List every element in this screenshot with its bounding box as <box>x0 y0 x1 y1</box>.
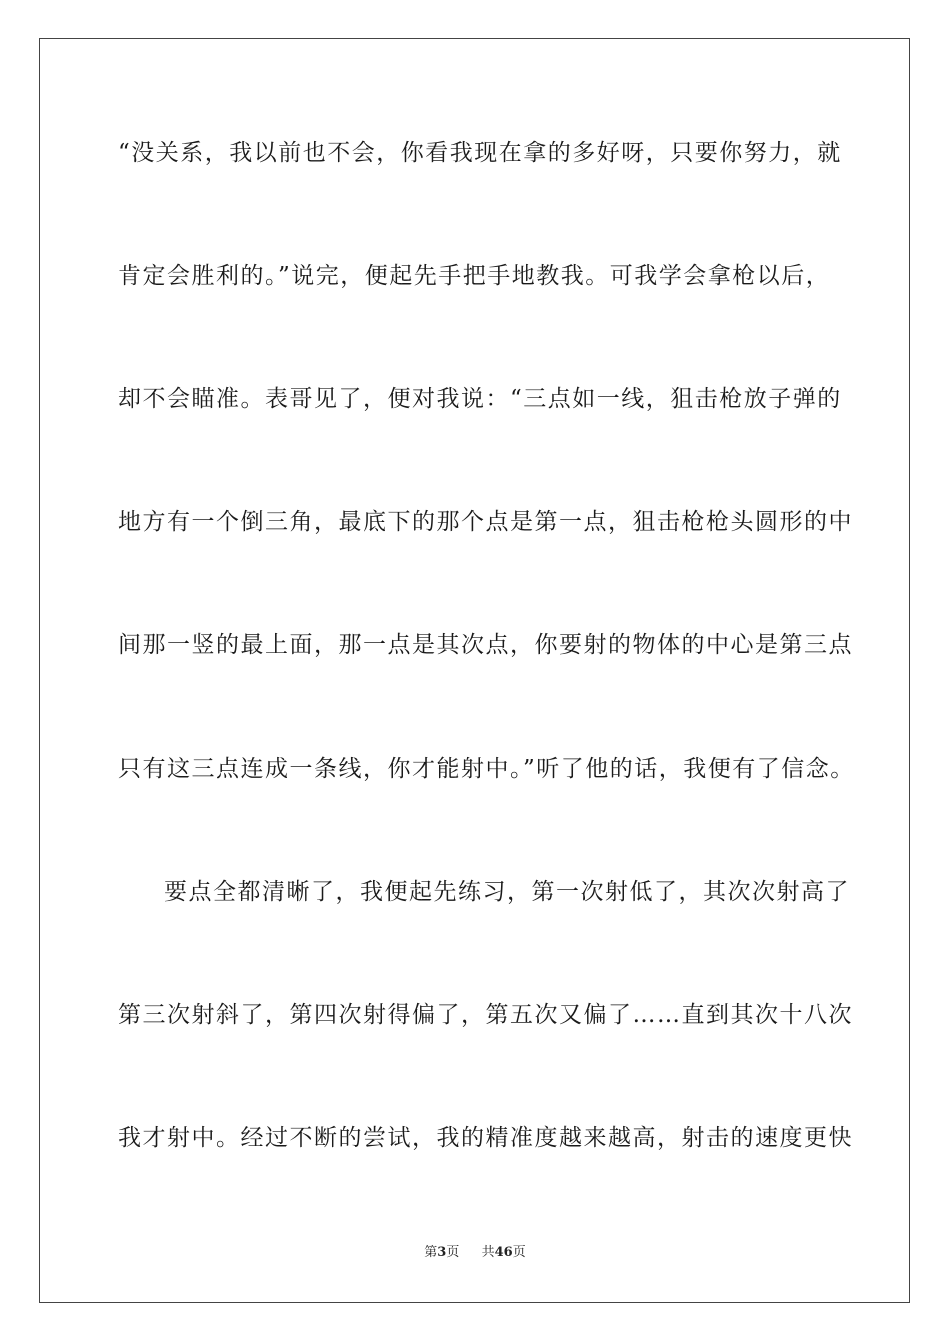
paragraph-line-2: 肯定会胜利的。”说完，便起先手把手地教我。可我学会拿枪以后， <box>118 263 831 289</box>
page-number: 3 <box>437 1245 447 1260</box>
total-suffix: 页 <box>512 1245 526 1260</box>
page-border <box>39 38 910 1303</box>
paragraph-line-5: 间那一竖的最上面，那一点是其次点，你要射的物体的中心是第三点 <box>118 632 853 658</box>
paragraph-line-4: 地方有一个倒三角，最底下的那个点是第一点，狙击枪枪头圆形的中 <box>118 509 853 535</box>
page-prefix: 第 <box>424 1245 438 1260</box>
paragraph-line-8: 第三次射斜了，第四次射得偏了，第五次又偏了……直到其次十八次 <box>118 1002 853 1028</box>
paragraph-line-7: 要点全都清晰了，我便起先练习，第一次射低了，其次次射高了 <box>164 879 850 905</box>
paragraph-line-6: 只有这三点连成一条线，你才能射中。”听了他的话，我便有了信念。 <box>118 756 855 782</box>
total-prefix: 共 <box>481 1245 495 1260</box>
page-footer <box>0 1244 950 1262</box>
total-pages: 46 <box>494 1245 513 1260</box>
page-suffix: 页 <box>446 1245 460 1260</box>
paragraph-line-1: “没关系，我以前也不会，你看我现在拿的多好呀，只要你努力，就 <box>118 140 842 166</box>
paragraph-line-9: 我才射中。经过不断的尝试，我的精准度越来越高，射击的速度更快 <box>118 1125 853 1151</box>
paragraph-line-3: 却不会瞄准。表哥见了，便对我说：“三点如一线，狙击枪放子弹的 <box>118 386 842 412</box>
